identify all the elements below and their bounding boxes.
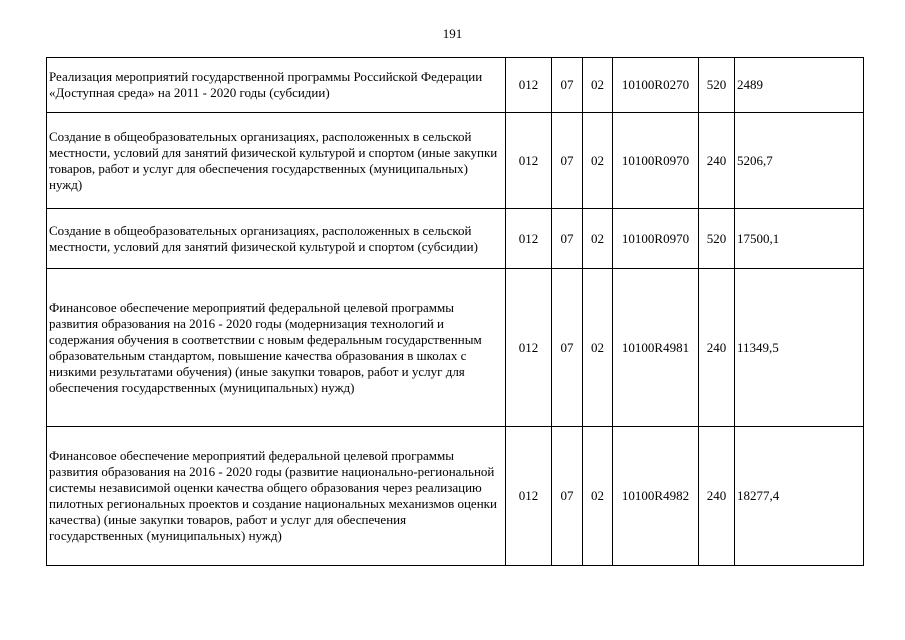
- section-code: 07: [552, 269, 583, 427]
- target-article-code: 10100R0970: [613, 209, 699, 269]
- row-description: Финансовое обеспечение мероприятий федеральной целевой программы развития образования на 2016 - 2020 годы (развитие национально-региональной системы независимой оценки качества общего образования через реализацию пилотных региональных проектов и создание национальных механизмов оценки качества) (иные закупки товаров, работ и услуг для обеспечения государственных (муниципальных) нужд): [47, 427, 506, 566]
- section-code: 07: [552, 58, 583, 113]
- section-code: 07: [552, 113, 583, 209]
- amount: 18277,4: [735, 427, 864, 566]
- ministry-code: 012: [506, 58, 552, 113]
- section-code: 07: [552, 209, 583, 269]
- amount: 17500,1: [735, 209, 864, 269]
- row-description: Реализация мероприятий государственной программы Российской Федерации «Доступная среда» на 2011 - 2020 годы (субсидии): [47, 58, 506, 113]
- subsection-code: 02: [583, 209, 613, 269]
- target-article-code: 10100R0970: [613, 113, 699, 209]
- row-description: Создание в общеобразовательных организациях, расположенных в сельской местности, условий для занятий физической культурой и спортом (иные закупки товаров, работ и услуг для обеспечения государственных (муниципальных) нужд): [47, 113, 506, 209]
- target-article-code: 10100R4981: [613, 269, 699, 427]
- subsection-code: 02: [583, 269, 613, 427]
- table-row: [47, 269, 864, 427]
- expense-type-code: 240: [699, 427, 735, 566]
- subsection-code: 02: [583, 58, 613, 113]
- row-description: Финансовое обеспечение мероприятий федеральной целевой программы развития образования на 2016 - 2020 годы (модернизация технологий и содержания обучения в соответствии с новым федеральным государственным образовательным стандартом, повышение качества образования в школах с низкими результатами обучения) (иные закупки товаров, работ и услуг для обеспечения государственных (муниципальных) нужд): [47, 269, 506, 427]
- table-row: [47, 58, 864, 113]
- table-row: [47, 113, 864, 209]
- page-number: 191: [442, 26, 463, 41]
- ministry-code: 012: [506, 269, 552, 427]
- target-article-code: 10100R0270: [613, 58, 699, 113]
- budget-table: [46, 57, 864, 566]
- amount: 5206,7: [735, 113, 864, 209]
- subsection-code: 02: [583, 427, 613, 566]
- expense-type-code: 520: [699, 58, 735, 113]
- target-article-code: 10100R4982: [613, 427, 699, 566]
- row-description: Создание в общеобразовательных организациях, расположенных в сельской местности, условий для занятий физической культурой и спортом (субсидии): [47, 209, 506, 269]
- subsection-code: 02: [583, 113, 613, 209]
- expense-type-code: 520: [699, 209, 735, 269]
- ministry-code: 012: [506, 113, 552, 209]
- ministry-code: 012: [506, 427, 552, 566]
- table-row: [47, 209, 864, 269]
- expense-type-code: 240: [699, 113, 735, 209]
- table-row: [47, 427, 864, 566]
- amount: 11349,5: [735, 269, 864, 427]
- amount: 2489: [735, 58, 864, 113]
- ministry-code: 012: [506, 209, 552, 269]
- expense-type-code: 240: [699, 269, 735, 427]
- section-code: 07: [552, 427, 583, 566]
